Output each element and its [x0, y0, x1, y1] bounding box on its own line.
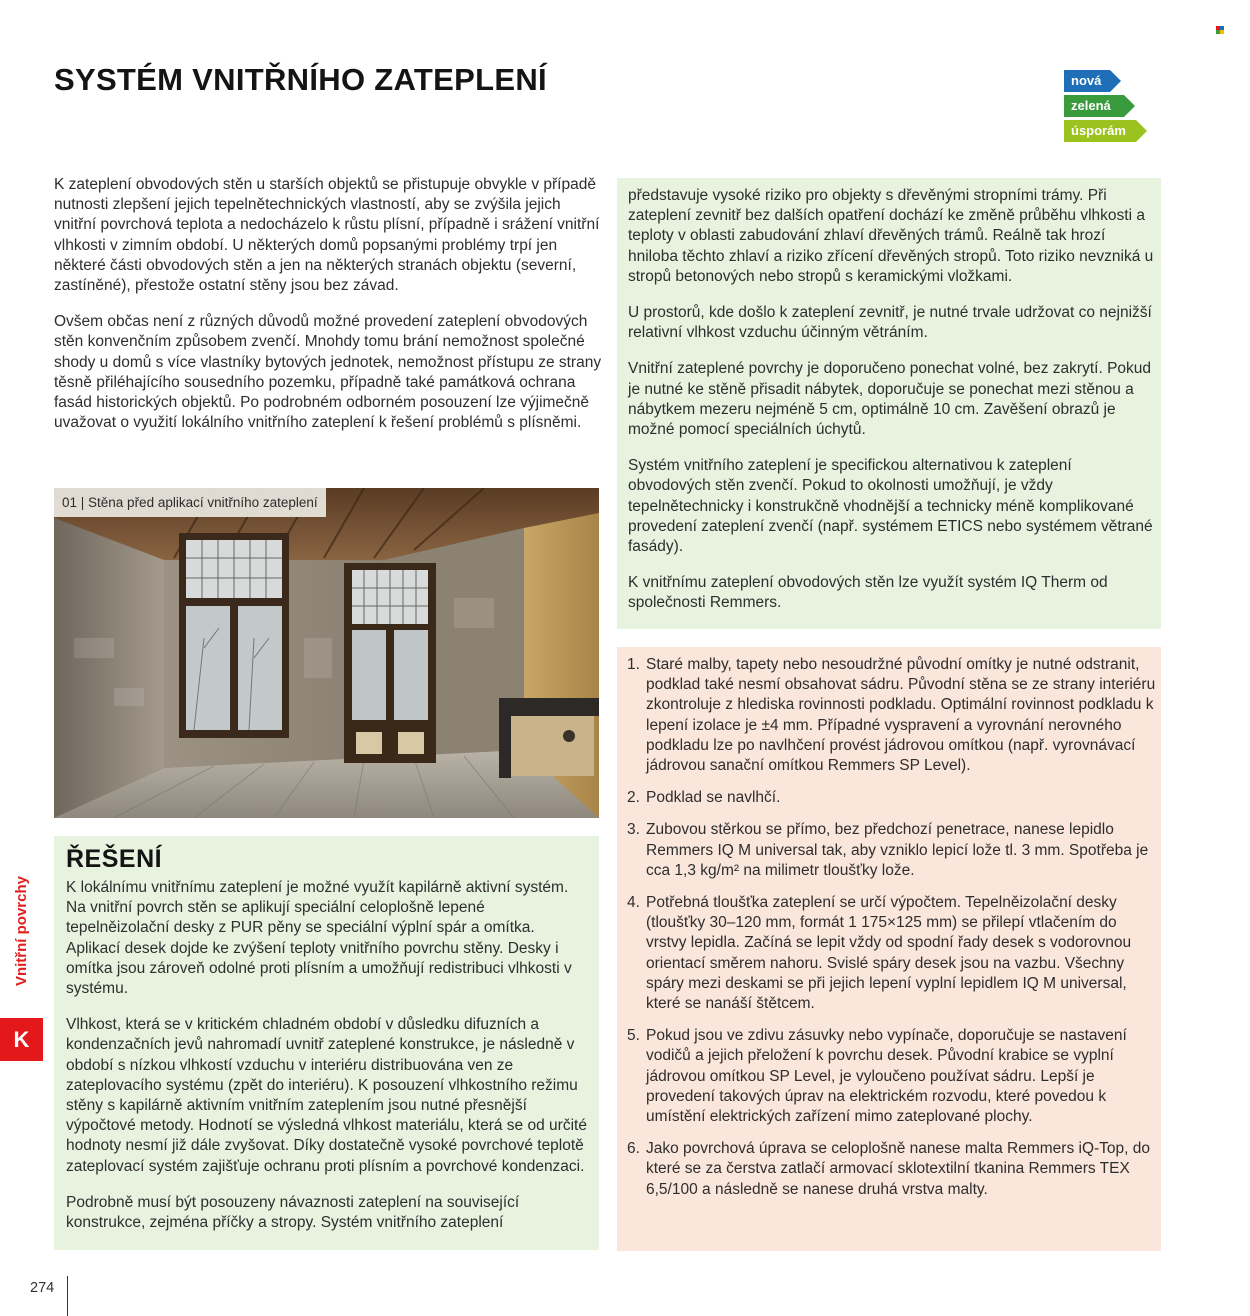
notes-text: [628, 186, 1156, 614]
step-text: Potřebná tloušťka zateplení se určí výpočtem. Tepelněizolační desky (tloušťky 30–120 mm, formát 1 175×125 mm) se přilepí vtlačením do vrstvy lepidla. Začíná se lepit vždy od spodní řady desek s vodorovnou orientací směrem nahoru. Svislé spáry desek jsou na vazbu. Všechny spáry mezi deskami se při jejich lepení vyplní lepidlem IQ M universal, které se nanáší štětcem.: [646, 894, 1132, 1013]
step-item: [627, 788, 1157, 808]
step-item: [627, 1139, 1157, 1200]
room-illustration: [54, 488, 599, 818]
step-number: 2.: [627, 789, 640, 807]
step-item: [627, 1026, 1157, 1127]
badge-nova: nová: [1064, 70, 1110, 92]
step-text: Pokud jsou ve zdivu zásuvky nebo vypínače, doporučuje se nastavení vodičů a jejich přeložení k povrchu desek. Původní krabice se vyplní jádrovou omítkou SP Level, je vyloučeno používat sádru. Lepší je provedení takových úprav na elektrickém rozvodu, které povedou k umístění elektrických zařízení mimo zateplované plochy.: [646, 1027, 1127, 1126]
step-item: [627, 893, 1157, 1014]
notes-panel: [617, 178, 1161, 629]
section-side-label-text: Vnitřní povrchy: [13, 876, 30, 987]
step-item: [627, 655, 1157, 776]
step-text: Staré malby, tapety nebo nesoudržné původní omítky je nutné odstranit, podklad také nesmí obsahovat sádru. Původní stěna se ze strany interiéru zkontroluje z hlediska rovinnosti podkladu. Optimální rovinnost podkladu k lepení izolace je ±4 mm. Případné vyspravení a vyrovnání nerovného podkladu lze po navlhčení provést jádrovou omítkou (např. vyrovnávací jádrovou sanační omítkou Remmers SP Level).: [646, 656, 1156, 775]
step-text: Podklad se navlhčí.: [646, 789, 781, 807]
step-number: 1.: [627, 656, 640, 673]
solution-panel: [54, 836, 599, 1250]
step-number: 4.: [627, 894, 640, 912]
solution-title: ŘEŠENÍ: [66, 845, 163, 873]
step-number: 3.: [627, 821, 640, 839]
section-tab[interactable]: K: [0, 1018, 43, 1061]
intro-paragraph: Ovšem občas není z různých důvodů možné provedení zateplení obvodových stěn konvenčním způsobem zvenčí. Mnohdy tomu brání nemožnost společné shody u domů s více vlastníky bytových jednotek, nemožnost přístupu ze strany těsně přiléhajícího sousedního pozemku, případně také památková ochrana fasád historických objektů. Po podrobném odborném posouzení lze výjimečně uvažovat o využití lokálního vnitřního zateplení k řešení problémů s plísněmi.: [54, 313, 602, 432]
badge-zelena: zelená: [1064, 95, 1124, 117]
solution-paragraph: Podrobně musí být posouzeny návaznosti zateplení na související konstrukce, zejména příčky a stropy. Systém vnitřního zateplení: [66, 1193, 520, 1232]
photo-caption: 01 | Stěna před aplikací vnitřního zateplení: [54, 488, 326, 517]
notes-paragraph: U prostorů, kde došlo k zateplení zevnitř, je nutné trvale udržovat co nejnižší relativní vlhkost vzduchu účinným větráním.: [628, 304, 1152, 342]
page-title: SYSTÉM VNITŘNÍHO ZATEPLENÍ: [54, 62, 547, 97]
page-number: 274: [30, 1280, 55, 1296]
notes-paragraph: Vnitřní zateplené povrchy je doporučeno ponechat volné, bez zakrytí. Pokud je nutné ke stěně přisadit nábytek, doporučuje se ponechat mezi stěnou a nábytkem mezeru nejméně 5 cm, optimálně 10 cm. Zavěšení obrazů je možné pomocí speciálních úchytů.: [628, 360, 1152, 439]
step-item: [627, 820, 1157, 881]
section-side-label: [8, 876, 36, 1006]
badge-usporam: úsporám: [1064, 120, 1136, 142]
solution-paragraph: K lokálnímu vnitřnímu zateplení je možné využít kapilárně aktivní systém. Na vnitřní povrch stěn se aplikují speciální celoplošně lepené tepelněizolační desky z PUR pěny se speciální výplní spár a omítka. Aplikací desek dojde ke zvýšení teploty vnitřního povrchu stěny. Desky i omítka jsou zároveň odolné proti plísním a umožňují redistribuci vlhkosti v systému.: [66, 879, 572, 998]
solution-text: [66, 878, 591, 1233]
step-text: Jako povrchová úprava se celoplošně nanese malta Remmers iQ-Top, do které se za čerstva zatlačí armovací sklotextilní tkanina Remmers TEX 6,5/100 a následně se nanese druhá vrstva malty.: [646, 1140, 1151, 1198]
room-photo: [54, 488, 599, 818]
corner-mark-icon: [1216, 26, 1224, 34]
steps-list: [627, 655, 1157, 1212]
step-text: Zubovou stěrkou se přímo, bez předchozí penetrace, nanese lepidlo Remmers IQ M universal tak, aby vzniklo lepicí lože tl. 3 mm. Spotřeba je cca 1,3 kg/m² na milimetr tloušťky lože.: [646, 821, 1149, 879]
intro-paragraph: K zateplení obvodových stěn u starších objektů se přistupuje obvykle v případě nutnosti zlepšení jejich tepelnětechnických vlastností, aby se zvýšila jejich vnitřní povrchová teplota a nedocházelo k růstu plísní, případně i srážení vnitřní vlhkosti v zimním období. U některých domů popsanými problémy trpí jen některé části obvodových stěn a jen na některých stranách objektu (severní, zastíněné), přestože ostatní stěny jsou bez závad.: [54, 176, 600, 295]
step-number: 5.: [627, 1027, 640, 1045]
program-badges: [1064, 70, 1164, 145]
notes-paragraph: představuje vysoké riziko pro objekty s dřevěnými stropními trámy. Při zateplení zevnitř bez dalších opatření dochází ke změně průběhu vlhkosti a teploty v oblasti zabudování zhlaví dřevěných trámů. Reálně tak hrozí hniloba těchto zhlaví a riziko zřícení dřevěných stropů. Toto riziko nevzniká u stropů betonových nebo stropů s keramickými vložkami.: [628, 187, 1154, 285]
step-number: 6.: [627, 1140, 640, 1158]
steps-panel: [617, 647, 1161, 1251]
notes-paragraph: Systém vnitřního zateplení je specifickou alternativou k zateplení obvodových stěn zvenčí. Pokud to okolnosti umožňují, je vždy tepelnětechnicky i konstrukčně vhodnější a technicky méně komplikované provedení zateplení zvenčí (např. systémem ETICS nebo systémem větrané fasády).: [628, 457, 1153, 556]
footer-divider: [67, 1276, 68, 1316]
intro-text: [54, 175, 604, 433]
notes-paragraph: K vnitřnímu zateplení obvodových stěn lze využít systém IQ Therm od společnosti Remmers.: [628, 574, 1108, 612]
solution-paragraph: Vlhkost, která se v kritickém chladném období v důsledku difuzních a kondenzačních jevů nahromadí uvnitř zateplené konstrukce, je následně v období s nízkou vlhkostí vzduchu v interiéru distribuována ven ze zateplovacího systému (zpět do interiéru). K posouzení vlhkostního režimu stěny s kapilárně aktivním vnitřním zateplením jsou nutné přesnější výpočtové metody. Hodnotí se výsledná vlhkost materiálu, která se od určité hodnoty nesmí již dále zvyšovat. Díky dostatečně vysoké povrchové teplotě zateplovací systém zajišťuje ochranu proti plísním a povrchové kondenzaci.: [66, 1016, 587, 1175]
